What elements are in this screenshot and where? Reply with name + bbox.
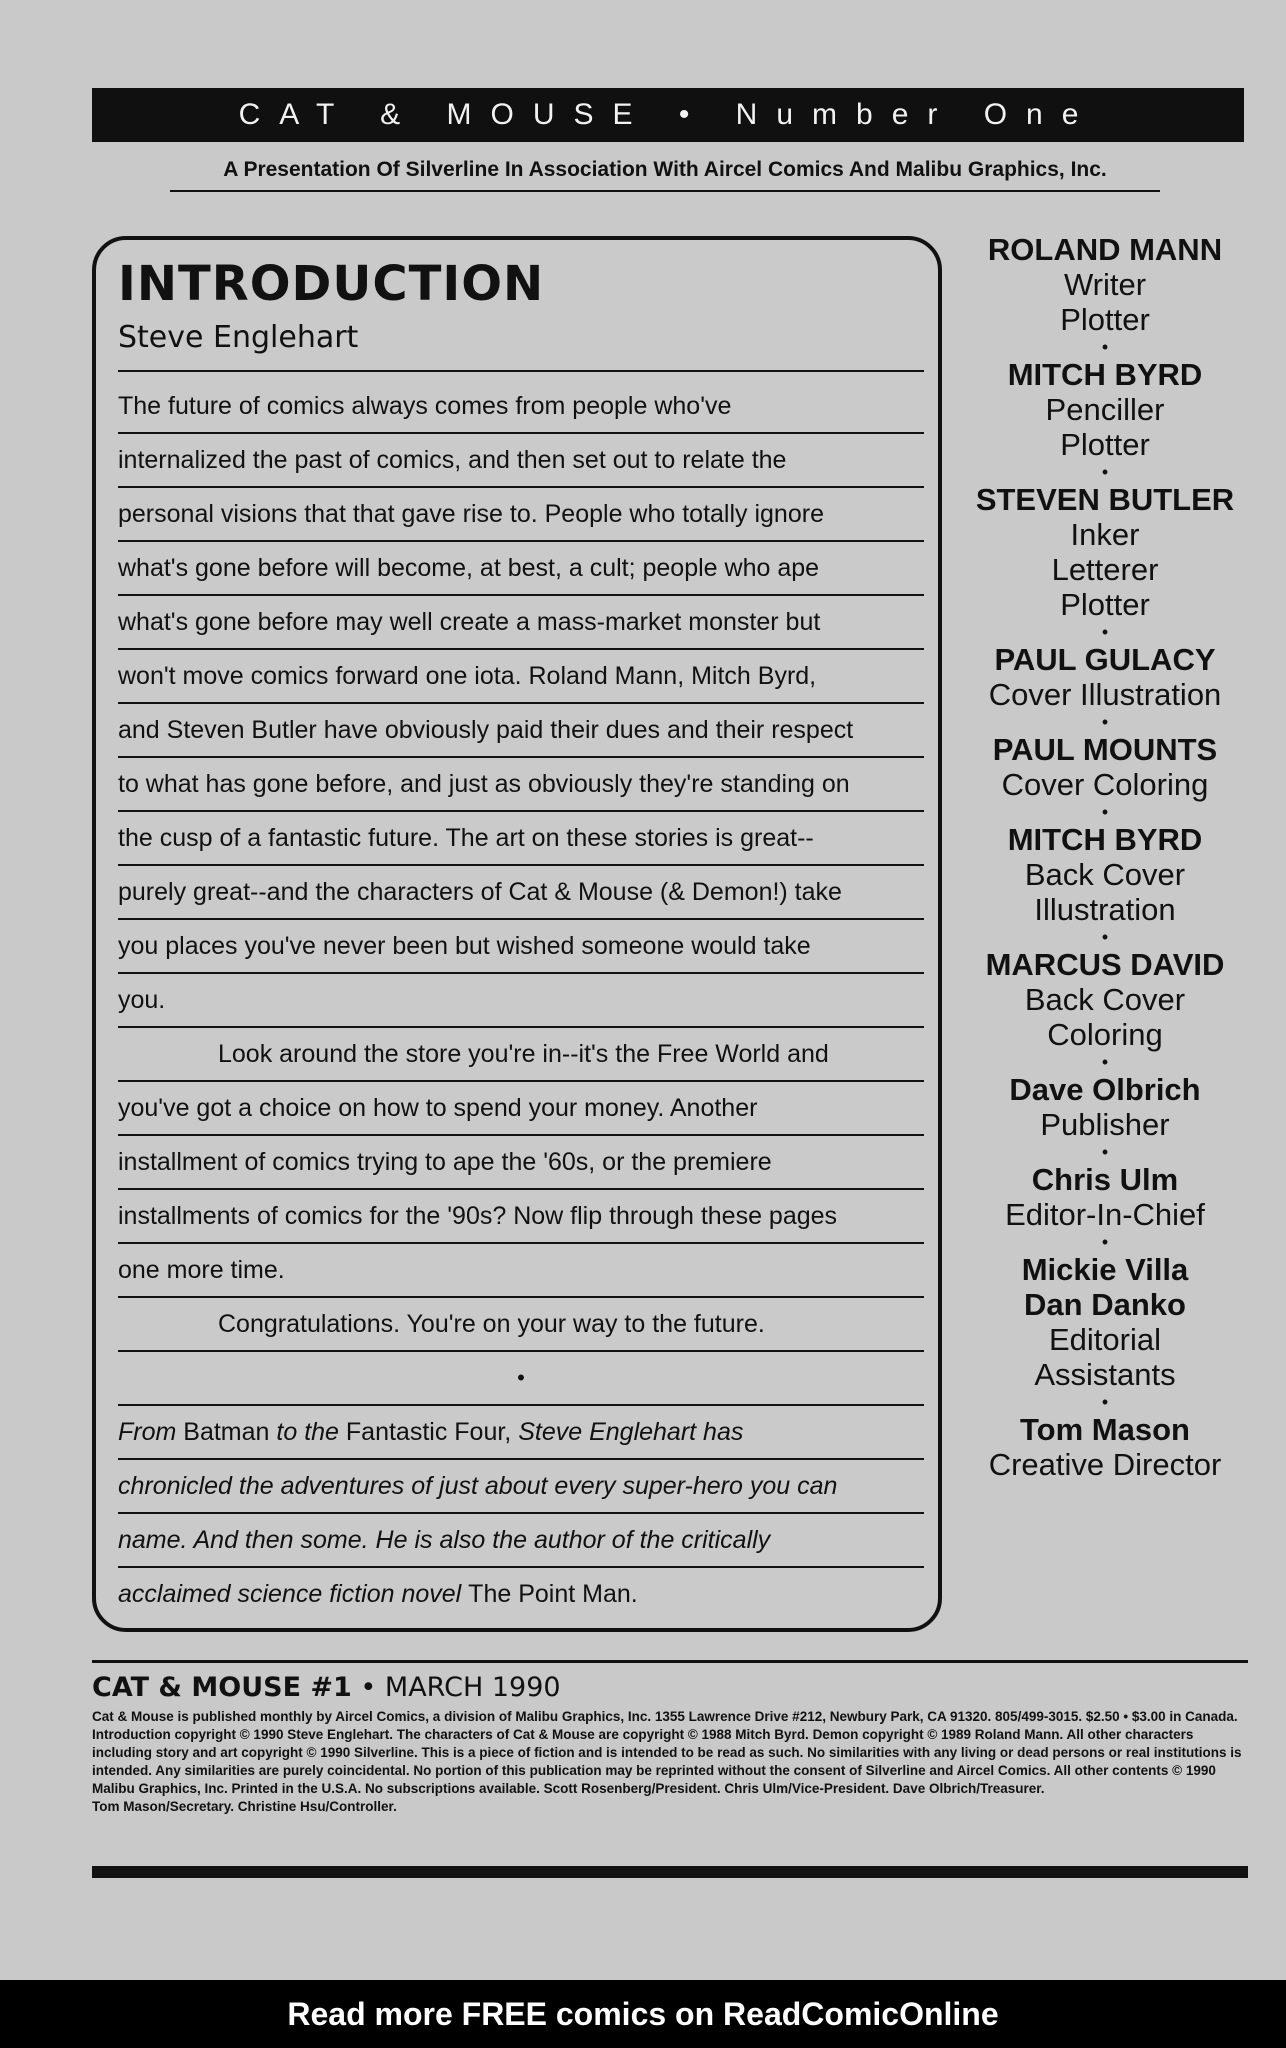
bio-text: chronicled the adventures of just about every super-hero you can [118,1472,838,1500]
credit-entry [955,482,1255,622]
credit-entry [955,822,1255,927]
body-line: The future of comics always comes from people who've [118,380,924,434]
bio-title: Batman [183,1418,270,1446]
bullet-separator: • [1101,802,1109,822]
bullet-separator: • [1101,1392,1109,1412]
bullet-separator: • [1101,1232,1109,1252]
title-divider [118,370,924,372]
credit-name: Mickie Villa [1021,1252,1189,1287]
bullet-separator: • [1101,622,1109,642]
body-line: internalized the past of comics, and then set out to relate the [118,434,924,488]
bio-text: name. And then some. He is also the author of the critically [118,1526,771,1554]
body-line: personal visions that that gave rise to. People who totally ignore [118,488,924,542]
body-line: won't move comics forward one iota. Roland Mann, Mitch Byrd, [118,650,924,704]
credit-role: Letterer [1051,552,1159,587]
credit-name: MITCH BYRD [1007,822,1203,857]
credit-role: Assistants [1034,1357,1176,1392]
body-line: what's gone before may well create a mass-market monster but [118,596,924,650]
credit-entry [955,1072,1255,1142]
body-line: you've got a choice on how to spend your money. Another [118,1082,924,1136]
bullet-separator: • [1101,1052,1109,1072]
credit-role: Penciller [1045,392,1165,427]
body-line: to what has gone before, and just as obviously they're standing on [118,758,924,812]
series-title-bar: CAT & MOUSE • Number One [92,88,1244,142]
bottom-rule [92,1866,1248,1878]
credit-name: STEVEN BUTLER [975,482,1235,517]
credit-name: Tom Mason [1020,1412,1190,1447]
credit-name: MARCUS DAVID [985,947,1225,982]
credit-name: Dan Danko [1024,1287,1186,1322]
bio-text: acclaimed science fiction novel [118,1580,469,1608]
legal-text-officers: Tom Mason/Secretary. Christine Hsu/Controller. [92,1799,397,1814]
introduction-title: INTRODUCTION [118,256,545,312]
credit-entry [955,732,1255,802]
credit-role: Inker [1070,517,1140,552]
issue-line [92,1672,561,1703]
body-line: the cusp of a fantastic future. The art on these stories is great-- [118,812,924,866]
bio-title: Fantastic Four, [345,1418,512,1446]
body-line: installments of comics for the '90s? Now flip through these pages [118,1190,924,1244]
credit-name: Dave Olbrich [1009,1072,1201,1107]
bio-text: to the [269,1418,346,1446]
bio-line [118,1568,924,1620]
bio-text: From [118,1418,184,1446]
body-line: you places you've never been but wished someone would take [118,920,924,974]
bio-title: The Point Man. [468,1580,638,1608]
credit-entry [955,357,1255,462]
issue-title: CAT & MOUSE #1 [92,1672,352,1703]
bio-line [118,1514,924,1568]
introduction-author: Steve Englehart [118,320,359,355]
issue-date: • MARCH 1990 [351,1672,561,1703]
body-line: and Steven Butler have obviously paid their dues and their respect [118,704,924,758]
body-line: Look around the store you're in--it's the Free World and [118,1028,924,1082]
body-line: Congratulations. You're on your way to the future. [118,1298,924,1352]
bio-line [118,1460,924,1514]
bio-line [118,1406,924,1460]
bullet-separator: • [1101,1142,1109,1162]
credit-role: Editorial [1049,1322,1161,1357]
bullet-separator: • [1101,927,1109,947]
body-line: installment of comics trying to ape the '60s, or the premiere [118,1136,924,1190]
credit-name: Chris Ulm [1031,1162,1179,1197]
credit-name: ROLAND MANN [987,232,1223,267]
credit-role: Cover Coloring [1001,767,1209,802]
body-line: you. [118,974,924,1028]
body-line: one more time. [118,1244,924,1298]
body-line: what's gone before will become, at best, a cult; people who ape [118,542,924,596]
credits-column [955,232,1255,1482]
credit-role: Plotter [1060,587,1150,622]
bullet-separator: • [1101,712,1109,732]
body-line: purely great--and the characters of Cat & Mouse (& Demon!) take [118,866,924,920]
introduction-box [92,236,942,1632]
credit-role: Editor-In-Chief [1005,1197,1205,1232]
credit-role: Illustration [1034,892,1176,927]
credit-name: MITCH BYRD [1007,357,1203,392]
credit-entry [955,1252,1255,1392]
footer-divider [92,1660,1248,1663]
credit-role: Coloring [1047,1017,1163,1052]
credit-role: Cover Illustration [988,677,1222,712]
presentation-line: A Presentation Of Silverline In Association With Aircel Comics And Malibu Graphics, Inc. [170,158,1160,192]
credit-entry [955,1412,1255,1482]
credit-role: Back Cover [1024,982,1186,1017]
credit-role: Plotter [1060,302,1150,337]
separator-bullet: • [118,1352,924,1406]
credit-entry [955,642,1255,712]
credit-role: Publisher [1040,1107,1170,1142]
bullet-separator: • [1101,462,1109,482]
credit-role: Creative Director [988,1447,1222,1482]
introduction-body [118,380,924,1620]
credit-entry [955,1162,1255,1232]
promo-banner[interactable]: Read more FREE comics on ReadComicOnline [0,1980,1286,2048]
credit-role: Plotter [1060,427,1150,462]
credit-role: Writer [1063,267,1147,302]
bullet-separator: • [1101,337,1109,357]
bio-text: Steve Englehart has [511,1418,744,1446]
credit-name: PAUL GULACY [994,642,1216,677]
credit-entry [955,232,1255,337]
credit-entry [955,947,1255,1052]
legal-indicia [92,1708,1242,1816]
credit-name: PAUL MOUNTS [992,732,1218,767]
legal-text: Cat & Mouse is published monthly by Aircel Comics, a division of Malibu Graphics, Inc. 1355 Lawrence Drive #212, Newbury Park, CA 91320. 805/499-3015. $2.50 • $3.00 in Canada. Introduction copyright © 1990 Steve Englehart. The characters of Cat & Mouse are copyright © 1988 Mitch Byrd. Demon copyright © 1989 Roland Mann. All other characters including story and art copyright © 1990 Silverline. This is a piece of fiction and is intended to be read as such. No similarities with any living or dead persons or real institutions is intended. Any similarities are purely coincidental. No portion of this publication may be reprinted without the consent of Silverline and Aircel Comics. All other contents © 1990 Malibu Graphics, Inc. Printed in the U.S.A. No subscriptions available. Scott Rosenberg/President. Chris Ulm/Vice-President. Dave Olbrich/Treasurer. [92,1709,1242,1796]
credit-role: Back Cover [1024,857,1186,892]
